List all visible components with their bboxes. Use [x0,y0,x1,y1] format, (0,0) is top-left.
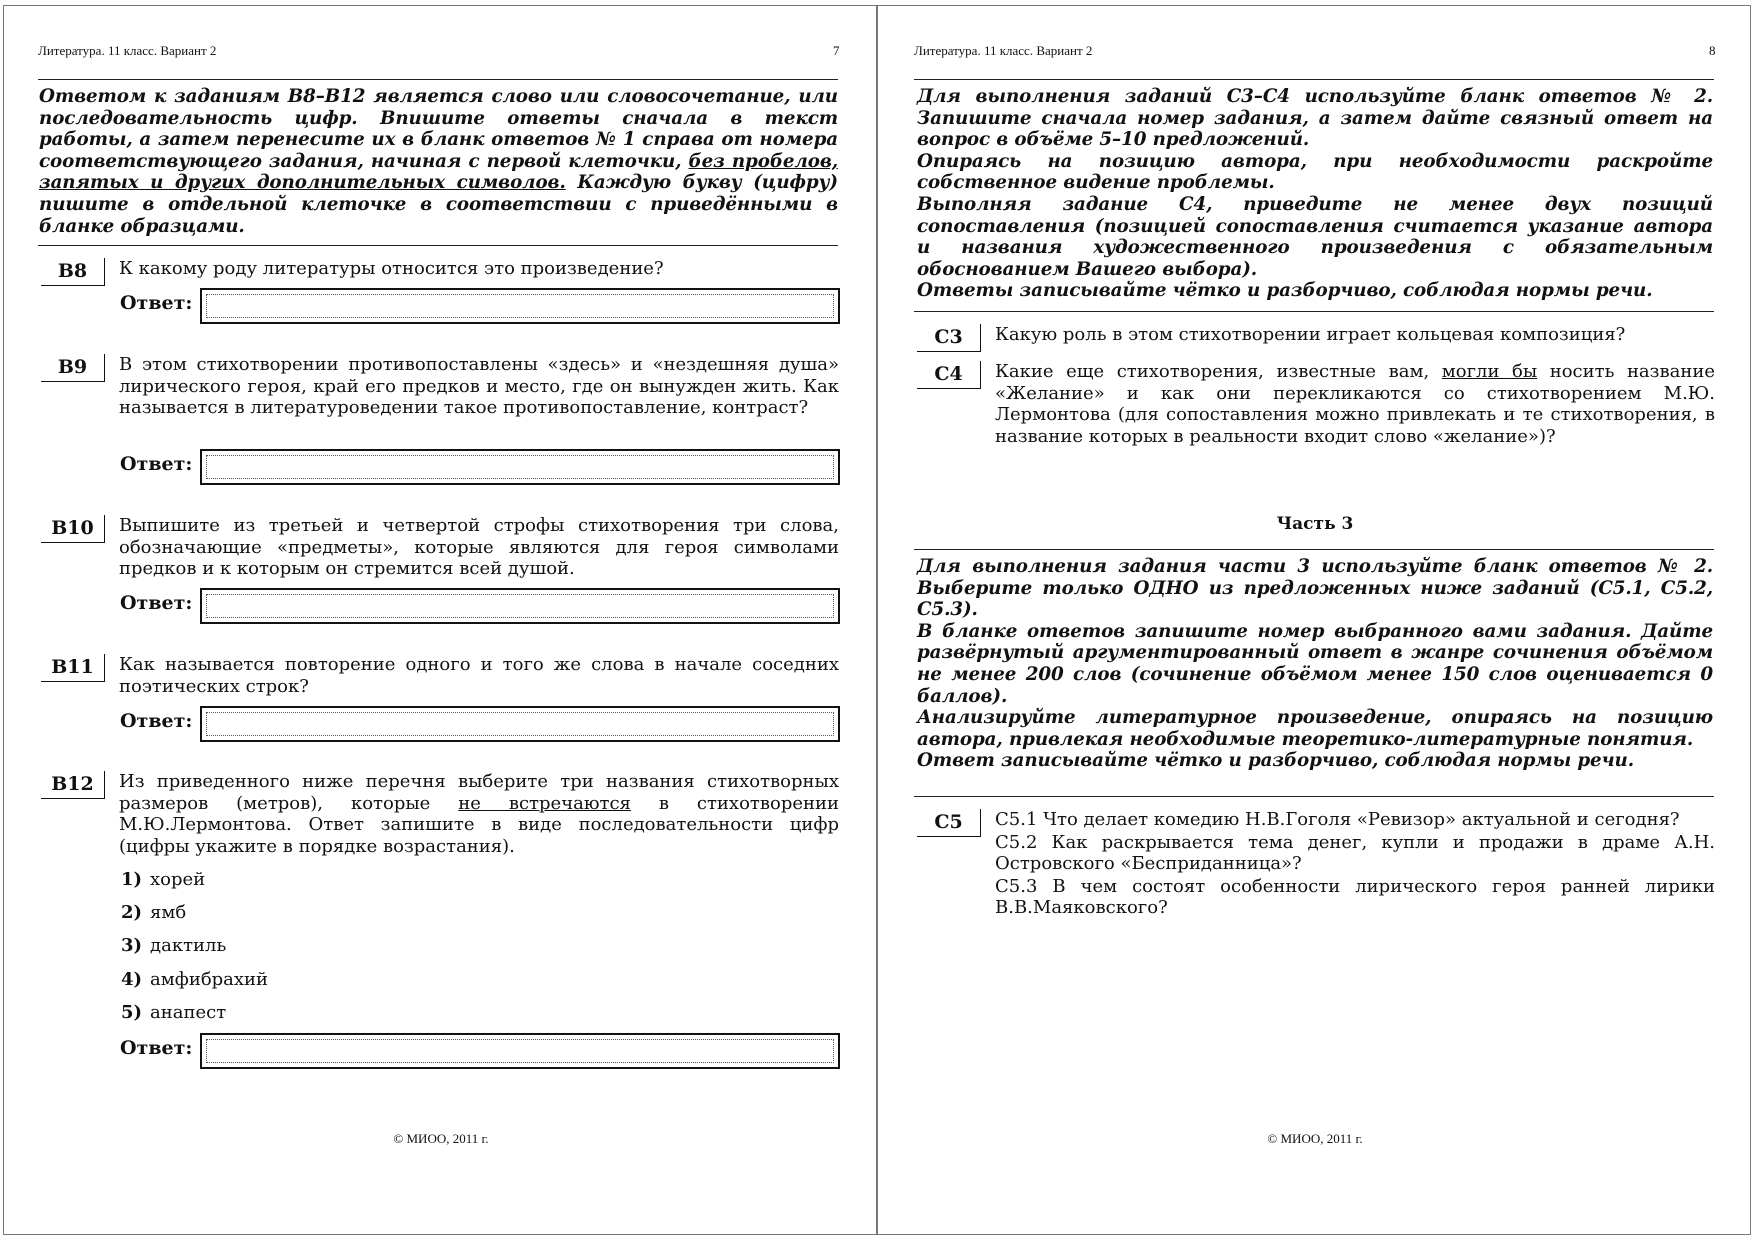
part-title: Часть 3 [1276,514,1354,534]
c5-option: С5.3 В чем состоят особенности лирического героя ранней лирики В.В.Маяковского? [995,875,1715,918]
instruction-paragraph: В бланке ответов запишите номер выбранного вами задания. Дайте развёрнутый аргументированный ответ в жанре сочинения объёмом не менее 200 слов (сочинение объёмом менее 150 слов оценивается 0 баллов). [917,620,1713,707]
answer-field-b11[interactable] [200,706,840,742]
instruction-text-end: Каждую букву (цифру) пишите в отдельной клеточке в соответствии с приведёнными в бланке образцами. [39,172,838,237]
option-item: 1) хорей [120,869,206,890]
instruction-paragraph: Ответ записывайте чётко и разборчиво, соблюдая нормы речи. [917,750,1634,772]
task-question: Какую роль в этом стихотворении играет кольцевая композиция? [995,324,1626,345]
instruction-underlined: без пробелов, запятых и других дополнительных символов. [39,150,838,194]
task-label: В8 [41,258,105,286]
instruction-paragraph: Выполняя задание С4, приведите не менее двух позиций сопоставления (позицией сопоставления считается указание автора и названия художественного произведения с обязательным обоснованием Вашего выбора). [917,193,1713,280]
right-page [877,5,1751,1235]
divider [914,79,1714,80]
question-text: Какие еще стихотворения, известные вам, [995,361,1442,382]
task-label: С3 [917,324,981,352]
divider [38,245,838,246]
page-number: 7 [833,43,840,58]
instruction-paragraph: Анализируйте литературное произведение, опираясь на позицию автора, привлекая необходимые теоретико-литературные понятия. [917,707,1713,750]
option-item: 5) анапест [120,1002,227,1023]
options-list [112,869,412,1029]
c5-option: С5.2 Как раскрывается тема денег, купли и продажи в драме А.Н. Островского «Бесприданница»? [995,831,1715,874]
answer-field-b9[interactable] [200,449,840,485]
divider [914,311,1714,312]
instruction-block [39,86,838,237]
task-question-list [995,809,1715,919]
answer-label: Ответ: [120,1037,193,1059]
answer-label: Ответ: [120,710,193,732]
task-question: К какому роду литературы относится это произведение? [119,258,664,279]
page-footer: © МИОО, 2011 г. [1267,1131,1363,1146]
page-number: 8 [1709,43,1716,58]
question-text-end: в стихотворении М.Ю.Лермонтова. Ответ запишите в виде последовательности цифр (цифры укажите в порядке возрастания). [119,792,839,857]
task-label: С4 [917,361,981,389]
divider [914,549,1714,550]
question-underlined: не встречаются [458,792,631,814]
question-text: Из приведенного ниже перечня выберите три названия стихотворных размеров (метров), которые [119,771,839,814]
page-footer: © МИОО, 2011 г. [393,1131,489,1146]
option-item: 2) ямб [120,902,187,923]
task-question [995,361,1715,447]
task-question: Как называется повторение одного и того же слова в начале соседних поэтических строк? [119,654,839,697]
option-item: 4) амфибрахий [120,969,269,990]
question-text-end: носить название «Желание» и как они перекликаются со стихотворением М.Ю. Лермонтова (для сопоставления можно привлекать и те стихотворения, в название которых в реальности входит слово «желание»)? [995,361,1715,447]
divider [38,79,838,80]
answer-field-b10[interactable] [200,588,840,624]
task-label: В12 [41,771,105,799]
task-question: В этом стихотворении противопоставлены «здесь» и «нездешняя душа» лирического героя, край его предков и место, где он вынужден жить. Как называется в литературоведении такое противопоставление, контраст? [119,354,839,418]
c5-option: С5.1 Что делает комедию Н.В.Гоголя «Ревизор» актуальной и сегодня? [995,809,1680,830]
page-header [914,43,1724,59]
task-label: В10 [41,515,105,543]
task-question: Выпишите из третьей и четвертой строфы стихотворения три слова, обозначающие «предметы», которые являются для героя символами предков и к которым он стремится всей душой. [119,515,839,579]
instruction-paragraph: Ответы записывайте чётко и разборчиво, соблюдая нормы речи. [917,280,1653,302]
option-item: 3) дактиль [120,935,227,956]
answer-field-b12[interactable] [200,1033,840,1069]
instruction-paragraph: Опираясь на позицию автора, при необходимости раскройте собственное видение проблемы. [917,150,1713,194]
answer-label: Ответ: [120,592,193,614]
page-header [38,43,848,59]
task-label: С5 [917,809,981,837]
task-question [119,771,839,857]
instruction-block [917,86,1713,302]
divider [914,796,1714,797]
answer-label: Ответ: [120,453,193,475]
instruction-paragraph: Для выполнения заданий С3–С4 используйте бланк ответов № 2. Запишите сначала номер задания, а затем дайте связный ответ на вопрос в объёме 5–10 предложений. [917,86,1713,151]
left-page [3,5,877,1235]
instruction-paragraph: Для выполнения задания части 3 используйте бланк ответов № 2. Выберите только ОДНО из предложенных ниже заданий (С5.1, С5.2, С5.3). [917,556,1713,621]
instruction-text: Ответом к заданиям В8–В12 является слово или словосочетание, или последовательность цифр. Впишите ответы сначала в текст работы, а затем перенесите их в бланк ответов № 1 справа от номера соответствующего задания, начиная с первой клеточки, [39,86,838,172]
header-title: Литература. 11 класс. Вариант 2 [914,43,1093,58]
question-underlined: могли бы [1441,361,1538,382]
header-title: Литература. 11 класс. Вариант 2 [38,43,217,58]
answer-field-b8[interactable] [200,288,840,324]
answer-label: Ответ: [120,292,193,314]
part3-instruction-block [917,556,1713,772]
task-label: В9 [41,354,105,382]
task-label: В11 [41,654,105,682]
